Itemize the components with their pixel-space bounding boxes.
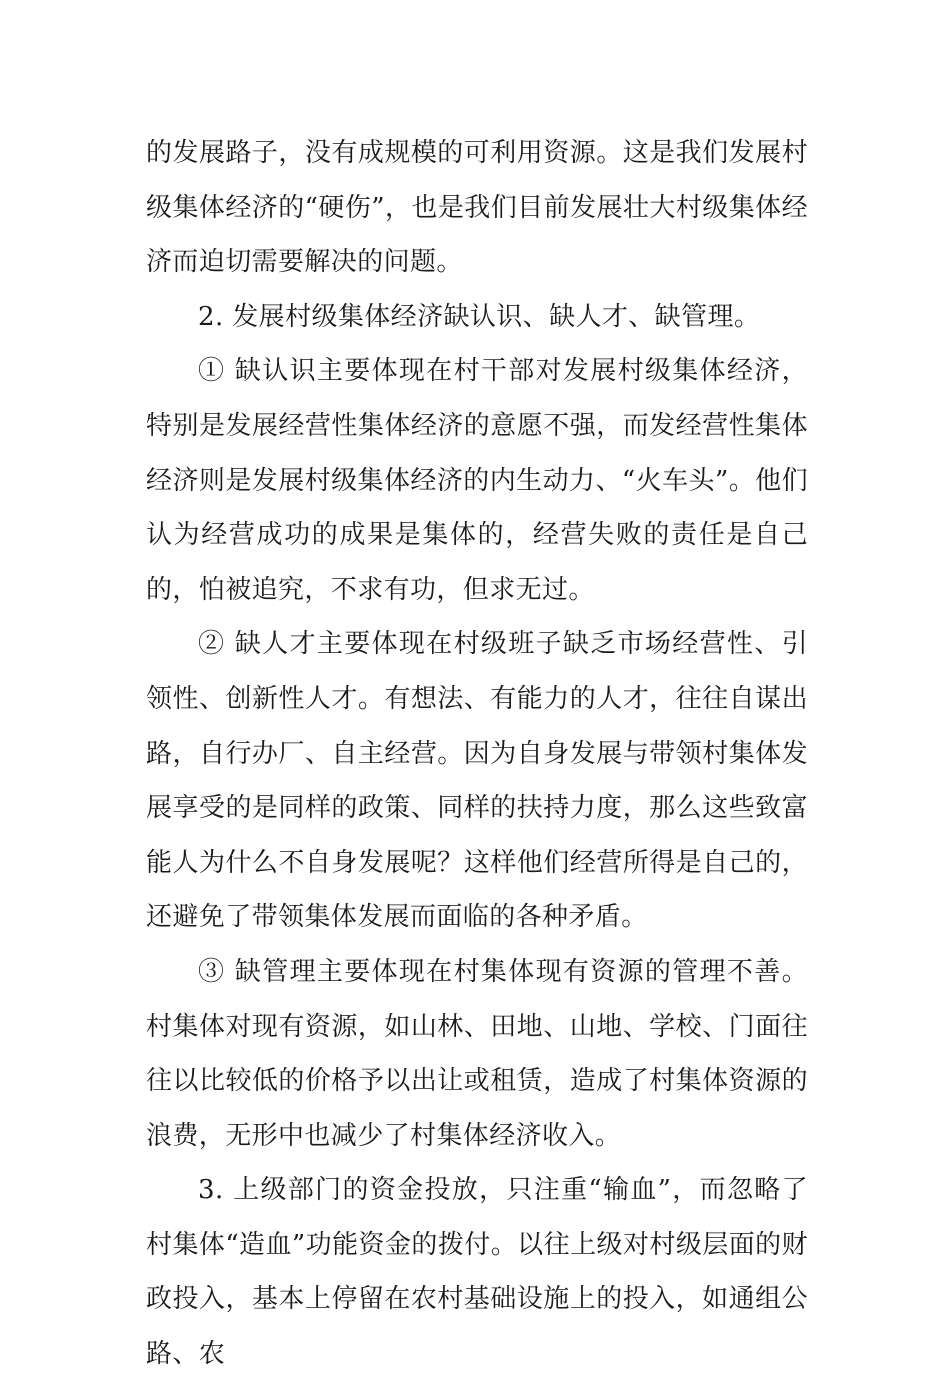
paragraph-lack-of-talent: ② 缺人才主要体现在村级班子缺乏市场经营性、引领性、创新性人才。有想法、有能力的人才，往往自谋出路，自行办厂、自主经营。因为自身发展与带领村集体发展享受的是同样的政策、同样的扶持力度，那么这些致富能人为什么不自身发展呢？这样他们经营所得是自己的，还避免了带领集体发展而面临的各种矛盾。	[146, 629, 808, 933]
paragraph-continuation: 的发展路子，没有成规模的可利用资源。这是我们发展村级集体经济的“硬伤”，也是我们目前发展壮大村级集体经济而迫切需要解决的问题。	[146, 138, 808, 278]
paragraph-lack-of-awareness: ① 缺认识主要体现在村干部对发展村级集体经济，特别是发展经营性集体经济的意愿不强，而发经营性集体经济则是发展村级集体经济的内生动力、“火车头”。他们认为经营成功的成果是集体的，经营失败的责任是自己的，怕被追究，不求有功，但求无过。	[146, 356, 808, 605]
paragraph-lack-of-management: ③ 缺管理主要体现在村集体现有资源的管理不善。村集体对现有资源，如山林、田地、山地、学校、门面往往以比较低的价格予以出让或租赁，造成了村集体资源的浪费，无形中也减少了村集体经济收入。	[146, 956, 808, 1151]
paragraph-section-2-heading: 2. 发展村级集体经济缺认识、缺人才、缺管理。	[198, 301, 761, 332]
paragraph-section-3: 3. 上级部门的资金投放，只注重“输血”，而忽略了村集体“造血”功能资金的拨付。以往上级对村级层面的财政投入，基本上停留在农村基础设施上的投入，如通组公路、农	[146, 1175, 808, 1370]
document-body	[146, 126, 808, 1382]
